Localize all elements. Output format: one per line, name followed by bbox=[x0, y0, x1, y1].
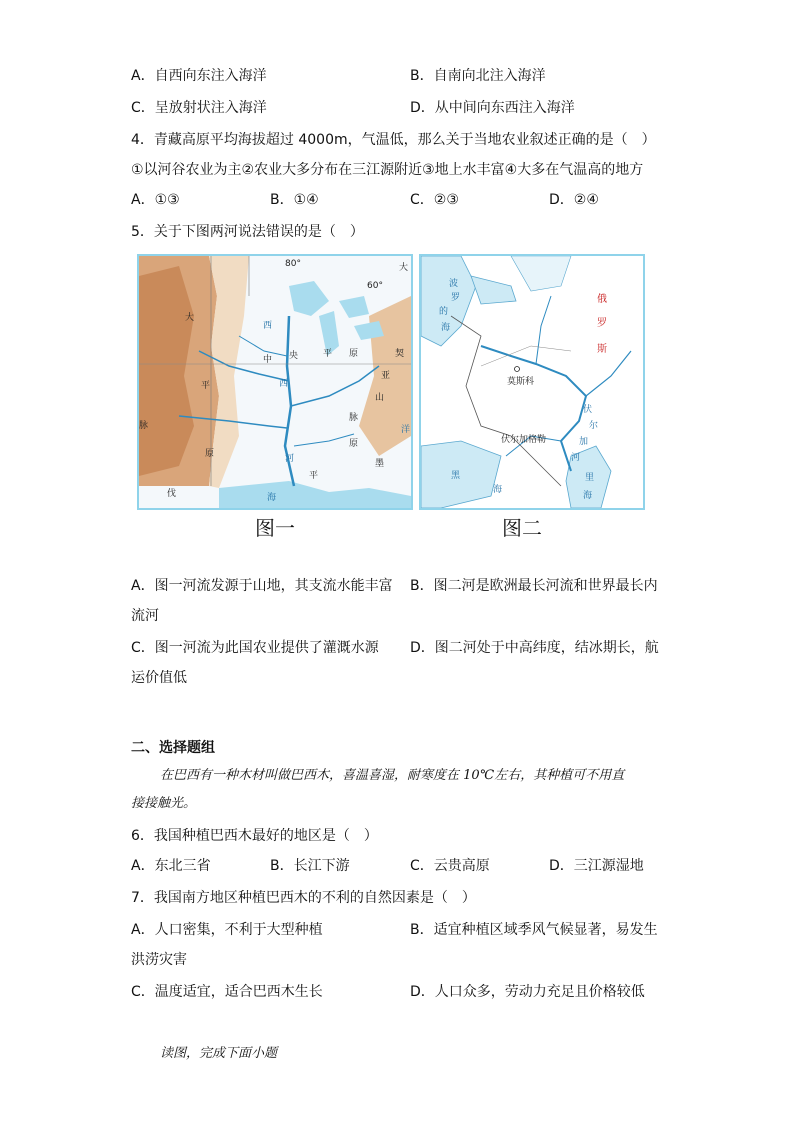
map2-label: 海 bbox=[441, 323, 451, 333]
q3-option-c: C．呈放射状注入海洋 bbox=[131, 100, 267, 116]
map1-label: 脉 bbox=[139, 421, 149, 431]
map-2-caption: 图二 bbox=[502, 516, 542, 540]
q5-option-d-line1: D．图二河处于中高纬度，结冰期长，航 bbox=[410, 640, 659, 656]
q7-option-b-line1: B．适宜种植区域季风气候显著，易发生 bbox=[410, 922, 658, 938]
q3-option-d: D．从中间向东西注入海洋 bbox=[410, 100, 575, 116]
map-2-drawing bbox=[421, 256, 643, 508]
map-figure-1 bbox=[137, 254, 413, 510]
map1-label: 大 bbox=[185, 313, 195, 323]
q5-stem: 5．关于下图两河说法错误的是（ ） bbox=[131, 224, 364, 240]
map1-label: 海 bbox=[267, 493, 277, 503]
q3-option-a: A．自西向东注入海洋 bbox=[131, 68, 267, 84]
passage-line-2: 接接触光。 bbox=[131, 796, 197, 811]
map1-graticule-label: 60° bbox=[367, 281, 383, 291]
map2-label: 黑 bbox=[451, 471, 461, 481]
map1-label: 山 bbox=[375, 393, 385, 403]
map1-label: 中 bbox=[263, 355, 273, 365]
q6-option-c: C．云贵高原 bbox=[410, 858, 490, 874]
map1-label: 原 bbox=[349, 439, 359, 449]
map2-label: 俄 bbox=[597, 294, 607, 305]
map1-label: 西 bbox=[263, 321, 273, 331]
map1-graticule-label: 80° bbox=[285, 259, 301, 269]
map2-label: 伏尔加格勒 bbox=[501, 435, 547, 445]
map2-label: 波 bbox=[449, 279, 459, 289]
map1-label: 央 bbox=[289, 351, 299, 361]
map1-label: 西 bbox=[279, 379, 289, 389]
map1-label: 平 bbox=[309, 471, 319, 481]
q3-option-b: B．自南向北注入海洋 bbox=[410, 68, 546, 84]
q5-option-c: C．图一河流为此国农业提供了灌溉水源 bbox=[131, 640, 379, 656]
map2-label: 加 bbox=[579, 437, 589, 447]
q7-option-d: D．人口众多，劳动力充足且价格较低 bbox=[410, 984, 645, 1000]
q4-option-d: D．②④ bbox=[549, 192, 599, 208]
map1-label: 伐 bbox=[167, 489, 177, 499]
q6-option-b: B．长江下游 bbox=[270, 858, 350, 874]
map1-label: 原 bbox=[349, 349, 359, 359]
map2-label: 莫斯科 bbox=[507, 377, 535, 387]
map1-label: 亚 bbox=[381, 371, 391, 381]
section-title: 二、选择题组 bbox=[131, 740, 215, 756]
map1-label: 平 bbox=[323, 349, 333, 359]
map-1-drawing bbox=[139, 256, 411, 508]
q7-option-c: C．温度适宜，适合巴西木生长 bbox=[131, 984, 323, 1000]
q4-option-c: C．②③ bbox=[410, 192, 459, 208]
map1-label: 原 bbox=[205, 449, 215, 459]
map2-label: 斯 bbox=[597, 344, 607, 355]
map1-label: 大 bbox=[399, 263, 409, 273]
footer-note: 读图，完成下面小题 bbox=[160, 1046, 278, 1061]
q7-option-b-line2: 洪涝灾害 bbox=[131, 952, 187, 968]
map1-label: 墨 bbox=[375, 459, 385, 469]
q4-stem: 4．青藏高原平均海拔超过 4000m，气温低，那么关于当地农业叙述正确的是（ ） bbox=[131, 132, 656, 148]
map2-label: 的 bbox=[439, 307, 449, 317]
map2-label: 河 bbox=[571, 453, 581, 463]
q6-option-a: A．东北三省 bbox=[131, 858, 211, 874]
map2-label: 罗 bbox=[597, 318, 607, 329]
map-1-caption: 图一 bbox=[255, 516, 295, 540]
q5-option-b-line2: 流河 bbox=[131, 608, 159, 624]
q5-option-b-line1: B．图二河是欧洲最长河流和世界最长内 bbox=[410, 578, 658, 594]
q7-stem: 7．我国南方地区种植巴西木的不利的自然因素是（ ） bbox=[131, 890, 476, 906]
map2-label: 罗 bbox=[451, 293, 461, 303]
q6-stem: 6．我国种植巴西木最好的地区是（ ） bbox=[131, 828, 378, 844]
q7-option-a: A．人口密集，不利于大型种植 bbox=[131, 922, 323, 938]
map1-label: 平 bbox=[201, 381, 211, 391]
q5-option-d-line2: 运价值低 bbox=[131, 670, 187, 686]
map-figure-2 bbox=[419, 254, 645, 510]
map1-label: 河 bbox=[285, 454, 295, 464]
q4-option-b: B．①④ bbox=[270, 192, 319, 208]
q4-option-a: A．①③ bbox=[131, 192, 180, 208]
q4-statements: ①以河谷农业为主②农业大多分布在三江源附近③地上水丰富④大多在气温高的地方 bbox=[131, 162, 644, 178]
map1-label: 契 bbox=[395, 349, 405, 359]
map1-label: 洋 bbox=[401, 425, 411, 435]
map2-label: 海 bbox=[493, 485, 503, 495]
passage-line-1: 在巴西有一种木材叫做巴西木，喜温喜湿，耐寒度在 10℃左右，其种植可不用直 bbox=[160, 768, 625, 783]
q5-option-a: A．图一河流发源于山地，其支流水能丰富 bbox=[131, 578, 393, 594]
map2-label: 伏 bbox=[583, 405, 593, 415]
map2-label: 尔 bbox=[589, 421, 599, 431]
map2-label: 海 bbox=[583, 491, 593, 501]
map2-label: 里 bbox=[585, 473, 595, 483]
q6-option-d: D．三江源湿地 bbox=[549, 858, 644, 874]
map1-label: 脉 bbox=[349, 413, 359, 423]
